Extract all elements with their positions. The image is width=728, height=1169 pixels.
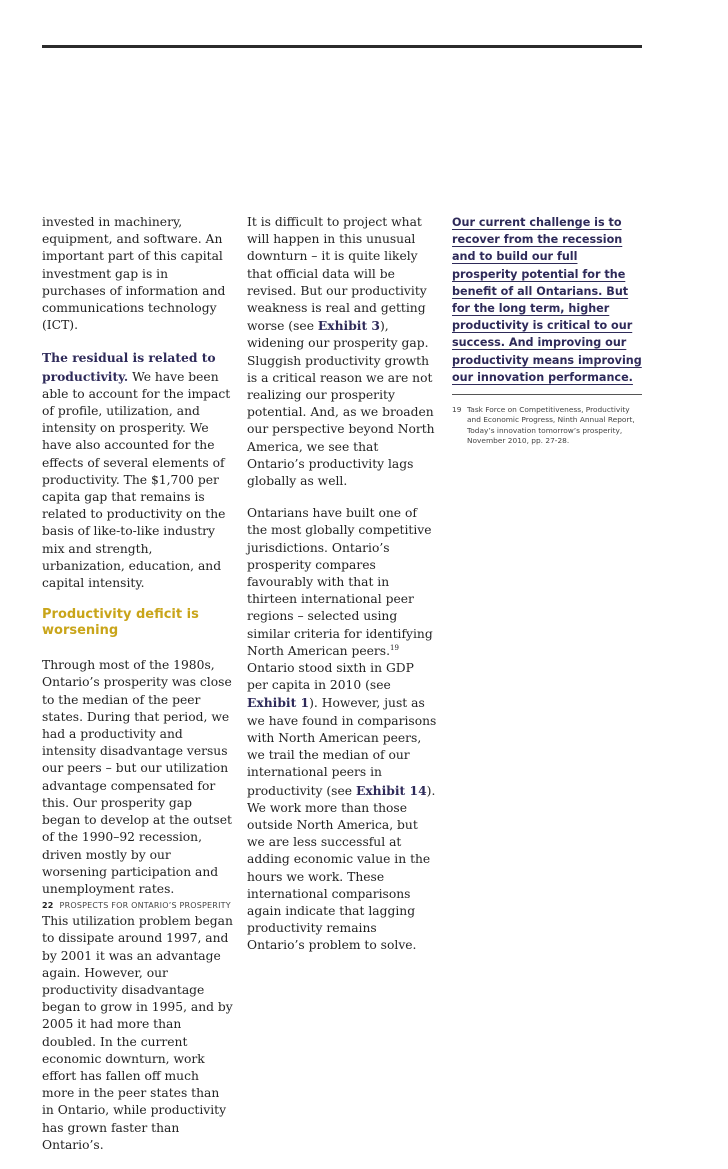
column-left <box>42 214 234 1169</box>
footnote-number: 19 <box>452 405 462 415</box>
exhibit-reference[interactable]: Exhibit 14 <box>355 782 427 798</box>
paragraph: This utilization problem began to dissipate around 1997, and by 2001 it was an advantage again. However, our productivity disadvantage began to grow in 1995, and by 2005 it had more than doubled. In the current economic downturn, work effort has fallen off much more in the peer states than in Ontario, while productivity has grown faster than Ontario’s. <box>42 914 233 1152</box>
pull-quote: Our current challenge is to recover from the recession and to build our full prosperity potential for the benefit of all Ontarians. But for the long term, higher productivity is critical to our success. And improving our productivity means improving our innovation performance. <box>452 216 642 384</box>
section-heading: Productivity deficit is worsening <box>42 607 199 639</box>
paragraph: Through most of the 1980s, Ontario’s prosperity was close to the median of the peer states. During that period, we had a productivity and intensity disadvantage versus our peers – but our utilization advantage compensated for this. Our prosperity gap began to develop at the outset of the 1990–92 recession, driven mostly by our worsening participation and unemployment rates. <box>42 658 232 896</box>
paragraph: invested in machinery, equipment, and software. An important part of this capital investment gap is in purchases of information and communications technology (ICT). <box>42 215 226 333</box>
exhibit-reference[interactable]: Exhibit 3 <box>317 318 380 334</box>
text: Ontario stood sixth in GDP per capita in 2010 (see <box>247 661 414 693</box>
column-right <box>452 214 642 447</box>
text: Ontarians have built one of the most globally competitive jurisdictions. Ontario’s prosperity compares favourably with that in thirteen international peer regions – selected using similar criteria for identifying North American peers. <box>247 506 433 658</box>
text: It is difficult to project what will happen in this unusual downturn – it is quite likely that official data will be revised. But our productivity weakness is real and getting worse (see <box>247 215 427 334</box>
page-footer <box>42 901 231 910</box>
paragraph <box>42 349 234 592</box>
paragraph <box>247 214 437 490</box>
page-number: 22 <box>42 901 54 910</box>
footnote-divider <box>452 394 642 395</box>
lead-in: The residual is related to productivity. <box>42 350 216 384</box>
text: ), widening our prosperity gap. Sluggish productivity growth is a critical reason we are not realizing our prosperity potential. And, as we broaden our perspective beyond North America, we see that Ontario’s productivity lags globally as well. <box>247 319 435 489</box>
running-title: PROSPECTS FOR ONTARIO’S PROSPERITY <box>59 901 231 910</box>
paragraph <box>247 505 437 954</box>
column-middle <box>247 214 437 970</box>
text: ). However, just as we have found in comparisons with North American peers, we trail the median of our international peers in productivity (see <box>247 696 437 798</box>
footnote-text: Task Force on Competitiveness, Productivity and Economic Progress, Ninth Annual Report, Today’s innovation tomorrow’s prosperity, November 2010, pp. 27-28. <box>467 405 635 446</box>
exhibit-reference[interactable]: Exhibit 1 <box>247 695 310 711</box>
footnote <box>452 405 642 447</box>
footnote-marker[interactable]: 19 <box>390 643 399 652</box>
top-rule <box>42 45 642 48</box>
text: ). We work more than those outside North America, but we are less successful at adding economic value in the hours we work. These international comparisons again indicate that lagging productivity remains Ontario’s problem to solve. <box>247 783 436 953</box>
paragraph-text: We have been able to account for the impact of profile, utilization, and intensity on prosperity. We have also accounted for the effects of several elements of productivity. The $1,700 per capita gap that remains is related to productivity on the basis of like-to-like industry mix and strength, urbanization, education, and capital intensity. <box>42 369 231 591</box>
